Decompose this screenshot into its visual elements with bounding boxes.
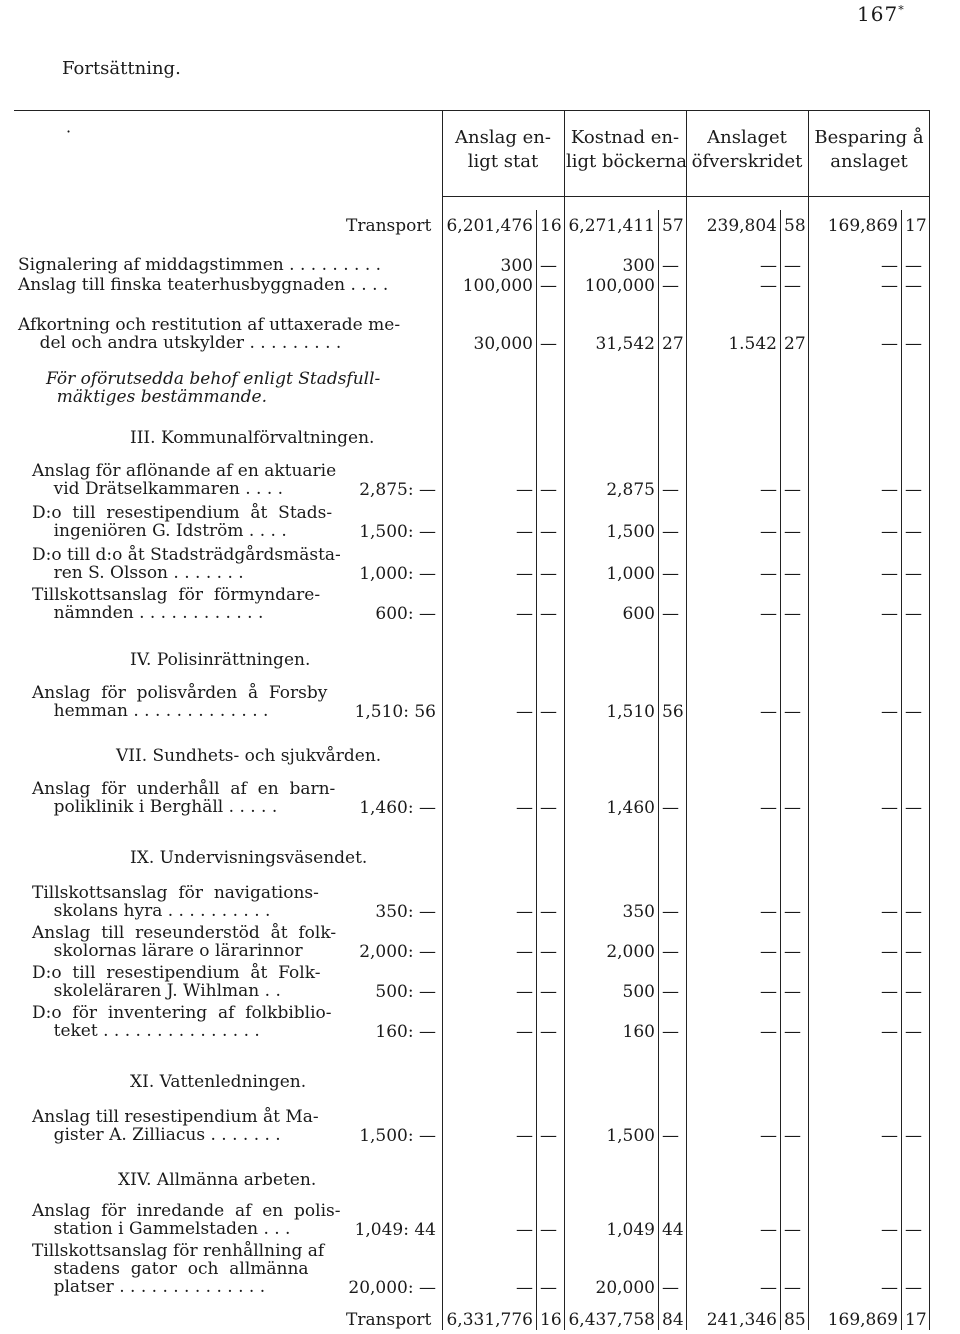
stat-value: 100,000	[462, 276, 533, 296]
stat-value: —	[516, 604, 533, 624]
row-description: D:o till resestipendium åt Stads- ingeniören G. Idström . . . .	[32, 503, 333, 541]
ofver-value: —	[760, 1278, 777, 1298]
bespar-value: —	[881, 522, 898, 542]
stat-ore: —	[540, 564, 557, 584]
bespar-value: —	[881, 1022, 898, 1042]
header-ofverskridet: Anslaget öfverskridet	[691, 127, 803, 172]
ofver-value: —	[760, 1126, 777, 1146]
kostnad-ore: —	[662, 604, 679, 624]
section-heading-oforutsedda: För oförutsedda behof enligt Stadsfull- mäktiges bestämmande.	[46, 369, 381, 407]
ofver-ore: 58	[784, 216, 806, 236]
kostnad-value: 600	[622, 604, 655, 624]
table-top-rule	[14, 110, 930, 111]
kostnad-value: 20,000	[595, 1278, 655, 1298]
section-title: XIV. Allmänna arbeten.	[118, 1170, 317, 1190]
bespar-value: —	[881, 256, 898, 276]
bespar-value: —	[881, 564, 898, 584]
stat-ore: 16	[540, 216, 562, 236]
row-amount: 2,875: —	[359, 480, 436, 500]
section-title: IX. Undervisningsväsendet.	[130, 848, 368, 868]
bespar-ore: 17	[905, 1310, 927, 1330]
kostnad-ore: 44	[662, 1220, 684, 1240]
kostnad-value: 100,000	[584, 276, 655, 296]
stat-value: 300	[500, 256, 533, 276]
kostnad-ore: 57	[662, 216, 684, 236]
col-rule-right	[929, 110, 930, 1330]
page-number-mark: *	[898, 3, 905, 17]
row-amount: 1,510: 56	[354, 702, 436, 722]
stat-value: —	[516, 798, 533, 818]
ofver-ore: 85	[784, 1310, 806, 1330]
ofver-ore: —	[784, 1220, 801, 1240]
kostnad-value: 1,500	[606, 522, 655, 542]
ofver-value: —	[760, 982, 777, 1002]
ofver-value: —	[760, 522, 777, 542]
row-description: Anslag för inredande af en polis- station i Gammelstaden . . .	[32, 1201, 341, 1239]
stat-ore: —	[540, 1022, 557, 1042]
ofver-value: —	[760, 1022, 777, 1042]
kostnad-ore: —	[662, 798, 679, 818]
header-besparing: Besparing å anslaget	[814, 127, 924, 172]
kostnad-ore: 56	[662, 702, 684, 722]
ofver-value: 239,804	[706, 216, 777, 236]
kostnad-value: 1,510	[606, 702, 655, 722]
row-description: Anslag till reseunderstöd åt folk- skolornas lärare o lärarinnor	[32, 923, 337, 961]
bespar-value: —	[881, 1220, 898, 1240]
bespar-value: —	[881, 604, 898, 624]
section-title: VII. Sundhets- och sjukvården.	[116, 746, 382, 766]
bespar-ore: —	[905, 480, 922, 500]
ofver-ore: —	[784, 702, 801, 722]
ore-rule-bespar	[901, 210, 902, 1330]
ofver-value: —	[760, 256, 777, 276]
header-anslag-stat: Anslag en- ligt stat	[455, 127, 551, 172]
kostnad-value: 1,460	[606, 798, 655, 818]
stat-value: —	[516, 1220, 533, 1240]
stat-ore: —	[540, 334, 557, 354]
ofver-ore: —	[784, 564, 801, 584]
stat-value: —	[516, 982, 533, 1002]
bespar-ore: —	[905, 902, 922, 922]
bespar-value: —	[881, 334, 898, 354]
kostnad-ore: —	[662, 942, 679, 962]
bespar-ore: —	[905, 982, 922, 1002]
row-amount: 1,049: 44	[354, 1220, 436, 1240]
stat-ore: —	[540, 798, 557, 818]
ofver-ore: 27	[784, 334, 806, 354]
stat-value: —	[516, 942, 533, 962]
ofver-value: —	[760, 1220, 777, 1240]
kostnad-value: 31,542	[595, 334, 655, 354]
ofver-ore: —	[784, 604, 801, 624]
row-description: D:o till d:o åt Stadsträdgårdsmästa- ren S. Olsson . . . . . . .	[32, 545, 341, 583]
stat-ore: —	[540, 604, 557, 624]
bespar-ore: —	[905, 256, 922, 276]
stat-value: —	[516, 564, 533, 584]
bespar-ore: —	[905, 522, 922, 542]
bespar-ore: —	[905, 1278, 922, 1298]
kostnad-ore: —	[662, 902, 679, 922]
ofver-ore: —	[784, 1278, 801, 1298]
kostnad-ore: 84	[662, 1310, 684, 1330]
kostnad-value: 6,271,411	[568, 216, 655, 236]
row-description: D:o för inventering af folkbiblio- teket . . . . . . . . . . . . . . .	[32, 1003, 332, 1041]
kostnad-ore: —	[662, 1278, 679, 1298]
stat-ore: —	[540, 256, 557, 276]
bespar-ore: —	[905, 798, 922, 818]
row-description: D:o till resestipendium åt Folk- skoleläraren J. Wihlman . .	[32, 963, 321, 1001]
row-amount: 500: —	[375, 982, 436, 1002]
ofver-ore: —	[784, 522, 801, 542]
kostnad-value: 300	[622, 256, 655, 276]
ofver-value: —	[760, 276, 777, 296]
bespar-value: —	[881, 982, 898, 1002]
row-amount: 600: —	[375, 604, 436, 624]
bespar-value: —	[881, 902, 898, 922]
ofver-ore: —	[784, 902, 801, 922]
ofver-value: —	[760, 942, 777, 962]
row-description: Anslag för polisvården å Forsby hemman . . . . . . . . . . . . .	[32, 683, 328, 721]
stat-ore: —	[540, 480, 557, 500]
stat-value: —	[516, 902, 533, 922]
section-title: III. Kommunalförvaltningen.	[130, 428, 375, 448]
stat-value: —	[516, 522, 533, 542]
transport-label-top: Transport	[346, 216, 432, 236]
stat-ore: —	[540, 982, 557, 1002]
ofver-ore: —	[784, 982, 801, 1002]
bespar-value: —	[881, 480, 898, 500]
section-title: IV. Polisinrättningen.	[130, 650, 311, 670]
ofver-ore: —	[784, 798, 801, 818]
kostnad-ore: —	[662, 1126, 679, 1146]
ofver-value: —	[760, 480, 777, 500]
ofver-ore: —	[784, 942, 801, 962]
bespar-ore: —	[905, 1220, 922, 1240]
row-amount: 2,000: —	[359, 942, 436, 962]
row-amount: 20,000: —	[348, 1278, 436, 1298]
bespar-ore: 17	[905, 216, 927, 236]
header-kostnad: Kostnad en- ligt böckerna	[566, 127, 687, 172]
bespar-ore: —	[905, 564, 922, 584]
stat-value: 30,000	[473, 334, 533, 354]
ofver-value: —	[760, 702, 777, 722]
row-description: Afkortning och restitution af uttaxerade me- del och andra utskylder . . . . . . . . .	[18, 315, 401, 353]
bespar-value: —	[881, 276, 898, 296]
page-number-value: 167	[857, 2, 899, 26]
kostnad-value: 1,500	[606, 1126, 655, 1146]
kostnad-ore: 27	[662, 334, 684, 354]
stat-value: 6,201,476	[446, 216, 533, 236]
kostnad-ore: —	[662, 982, 679, 1002]
transport-label-bottom: Transport	[346, 1310, 432, 1330]
stat-ore: —	[540, 902, 557, 922]
bespar-value: —	[881, 942, 898, 962]
ofver-value: 241,346	[706, 1310, 777, 1330]
section-title: XI. Vattenledningen.	[130, 1072, 307, 1092]
corner-mark: ·	[66, 122, 72, 141]
bespar-value: —	[881, 1126, 898, 1146]
ofver-ore: —	[784, 1022, 801, 1042]
stat-value: —	[516, 1022, 533, 1042]
stat-value: 6,331,776	[446, 1310, 533, 1330]
bespar-value: —	[881, 1278, 898, 1298]
bespar-value: 169,869	[827, 1310, 898, 1330]
stat-value: —	[516, 702, 533, 722]
ofver-ore: —	[784, 1126, 801, 1146]
kostnad-value: 6,437,758	[568, 1310, 655, 1330]
bespar-ore: —	[905, 1126, 922, 1146]
kostnad-ore: —	[662, 256, 679, 276]
row-description: Anslag för underhåll af en barn- poliklinik i Berghäll . . . . .	[32, 779, 336, 817]
stat-value: —	[516, 1126, 533, 1146]
ofver-value: —	[760, 902, 777, 922]
row-description: Tillskottsanslag för förmyndare- nämnden . . . . . . . . . . . .	[32, 585, 321, 623]
row-description: Anslag för aflönande af en aktuarie vid Drätselkammaren . . . .	[32, 461, 337, 499]
stat-ore: —	[540, 1220, 557, 1240]
kostnad-value: 1,000	[606, 564, 655, 584]
row-amount: 350: —	[375, 902, 436, 922]
ore-rule-kostnad	[658, 210, 659, 1330]
row-description: Anslag till finska teaterhusbyggnaden . . . .	[18, 275, 389, 295]
kostnad-value: 500	[622, 982, 655, 1002]
row-description: Tillskottsanslag för renhållning af stadens gator och allmänna platser . . . . . . . . . . . . . .	[32, 1241, 325, 1297]
kostnad-ore: —	[662, 564, 679, 584]
bespar-ore: —	[905, 276, 922, 296]
row-description: Signalering af middagstimmen . . . . . . . . .	[18, 255, 382, 275]
stat-ore: —	[540, 276, 557, 296]
bespar-ore: —	[905, 1022, 922, 1042]
continuation-label: Fortsättning.	[62, 58, 181, 79]
stat-value: —	[516, 480, 533, 500]
bespar-ore: —	[905, 942, 922, 962]
bespar-ore: —	[905, 702, 922, 722]
row-amount: 1,500: —	[359, 1126, 436, 1146]
ofver-ore: —	[784, 276, 801, 296]
stat-value: —	[516, 1278, 533, 1298]
row-amount: 160: —	[375, 1022, 436, 1042]
kostnad-ore: —	[662, 522, 679, 542]
bespar-value: —	[881, 798, 898, 818]
ofver-ore: —	[784, 480, 801, 500]
kostnad-value: 2,875	[606, 480, 655, 500]
ore-rule-stat	[536, 210, 537, 1330]
kostnad-value: 1,049	[606, 1220, 655, 1240]
stat-ore: —	[540, 702, 557, 722]
row-amount: 1,460: —	[359, 798, 436, 818]
kostnad-ore: —	[662, 480, 679, 500]
kostnad-value: 160	[622, 1022, 655, 1042]
page-number	[857, 2, 905, 26]
ofver-value: —	[760, 604, 777, 624]
bespar-ore: —	[905, 334, 922, 354]
row-amount: 1,000: —	[359, 564, 436, 584]
kostnad-value: 2,000	[606, 942, 655, 962]
row-description: Tillskottsanslag för navigations- skolans hyra . . . . . . . . . .	[32, 883, 319, 921]
row-description: Anslag till resestipendium åt Ma- gister A. Zilliacus . . . . . . .	[32, 1107, 319, 1145]
kostnad-value: 350	[622, 902, 655, 922]
bespar-ore: —	[905, 604, 922, 624]
ofver-value: 1.542	[728, 334, 777, 354]
ofver-value: —	[760, 798, 777, 818]
stat-ore: —	[540, 522, 557, 542]
ofver-ore: —	[784, 256, 801, 276]
stat-ore: —	[540, 1126, 557, 1146]
row-amount: 1,500: —	[359, 522, 436, 542]
bespar-value: —	[881, 702, 898, 722]
ofver-value: —	[760, 564, 777, 584]
ore-rule-ofver	[780, 210, 781, 1330]
bespar-value: 169,869	[827, 216, 898, 236]
kostnad-ore: —	[662, 1022, 679, 1042]
stat-ore: —	[540, 1278, 557, 1298]
kostnad-ore: —	[662, 276, 679, 296]
stat-ore: 16	[540, 1310, 562, 1330]
stat-ore: —	[540, 942, 557, 962]
